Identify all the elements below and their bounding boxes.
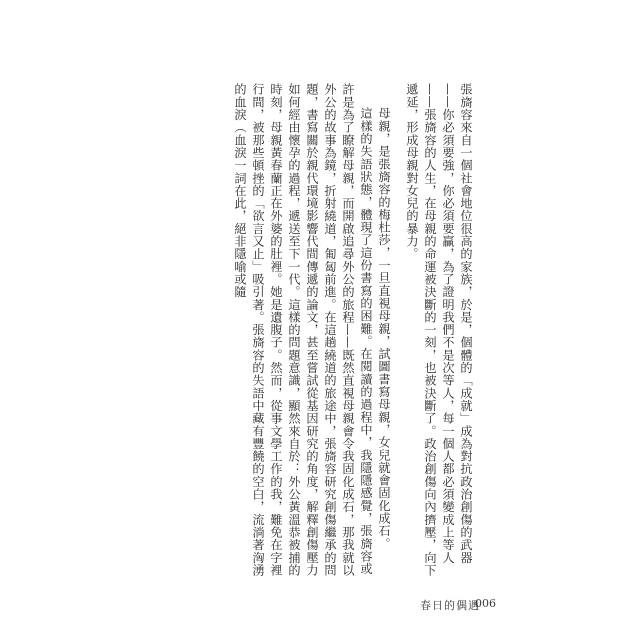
paragraph-3: 這樣的失語狀態，體現了這份書寫的困難。在閱讀的過程中，我隱隱感覺，張旖容或許是為了瞭解母親，而開啟追尋外公的旅程——既然直視母親會令我固化成石，那我就以外公的故事為鏡，折射繞道，匍匐前進。在這趟繞道的旅途中，張旖容研究創傷繼承的問題，書寫關於親代環境影響代間傳遞的論文，甚至嘗試從基因研究的角度，解釋創傷壓力如何經由懷孕的過程，遞送至下一代。這樣的問題意識，顯然來自於：外公黃溫恭被捕的時刻，母親黃春蘭正在外婆的肚裡。她是遺腹子。然而，從事文學工作的我，難免在字裡行間，被那些頓挫的「欲言又止」吸引著。張旖容的失語中藏有豐饒的空白，流淌著洶湧的血淚（血淚一詞在此，絕非隱喻或隨: [233, 83, 373, 577]
page-number: 006: [475, 597, 496, 610]
vertical-body-text: [168, 83, 485, 580]
paragraph-1: 張旖容來自一個社會地位很高的家族，於是，個體的「成就」成為對抗政治創傷的武器——你必須要強，你必須要贏，為了證明我們不是次等人，每一個人都必須變成上等人——張旖容的人生，在母親的命運被決斷的一刻，也被決斷了。政治創傷向內擠壓，向下遞延，形成母親對女兒的暴力。: [405, 83, 473, 577]
paragraph-2: 母親，是張旖容的梅杜莎，一旦直視母親，試圖書寫母親，女兒就會固化成石。: [377, 107, 391, 551]
running-footer-title: 春日的偶遇: [420, 599, 480, 612]
